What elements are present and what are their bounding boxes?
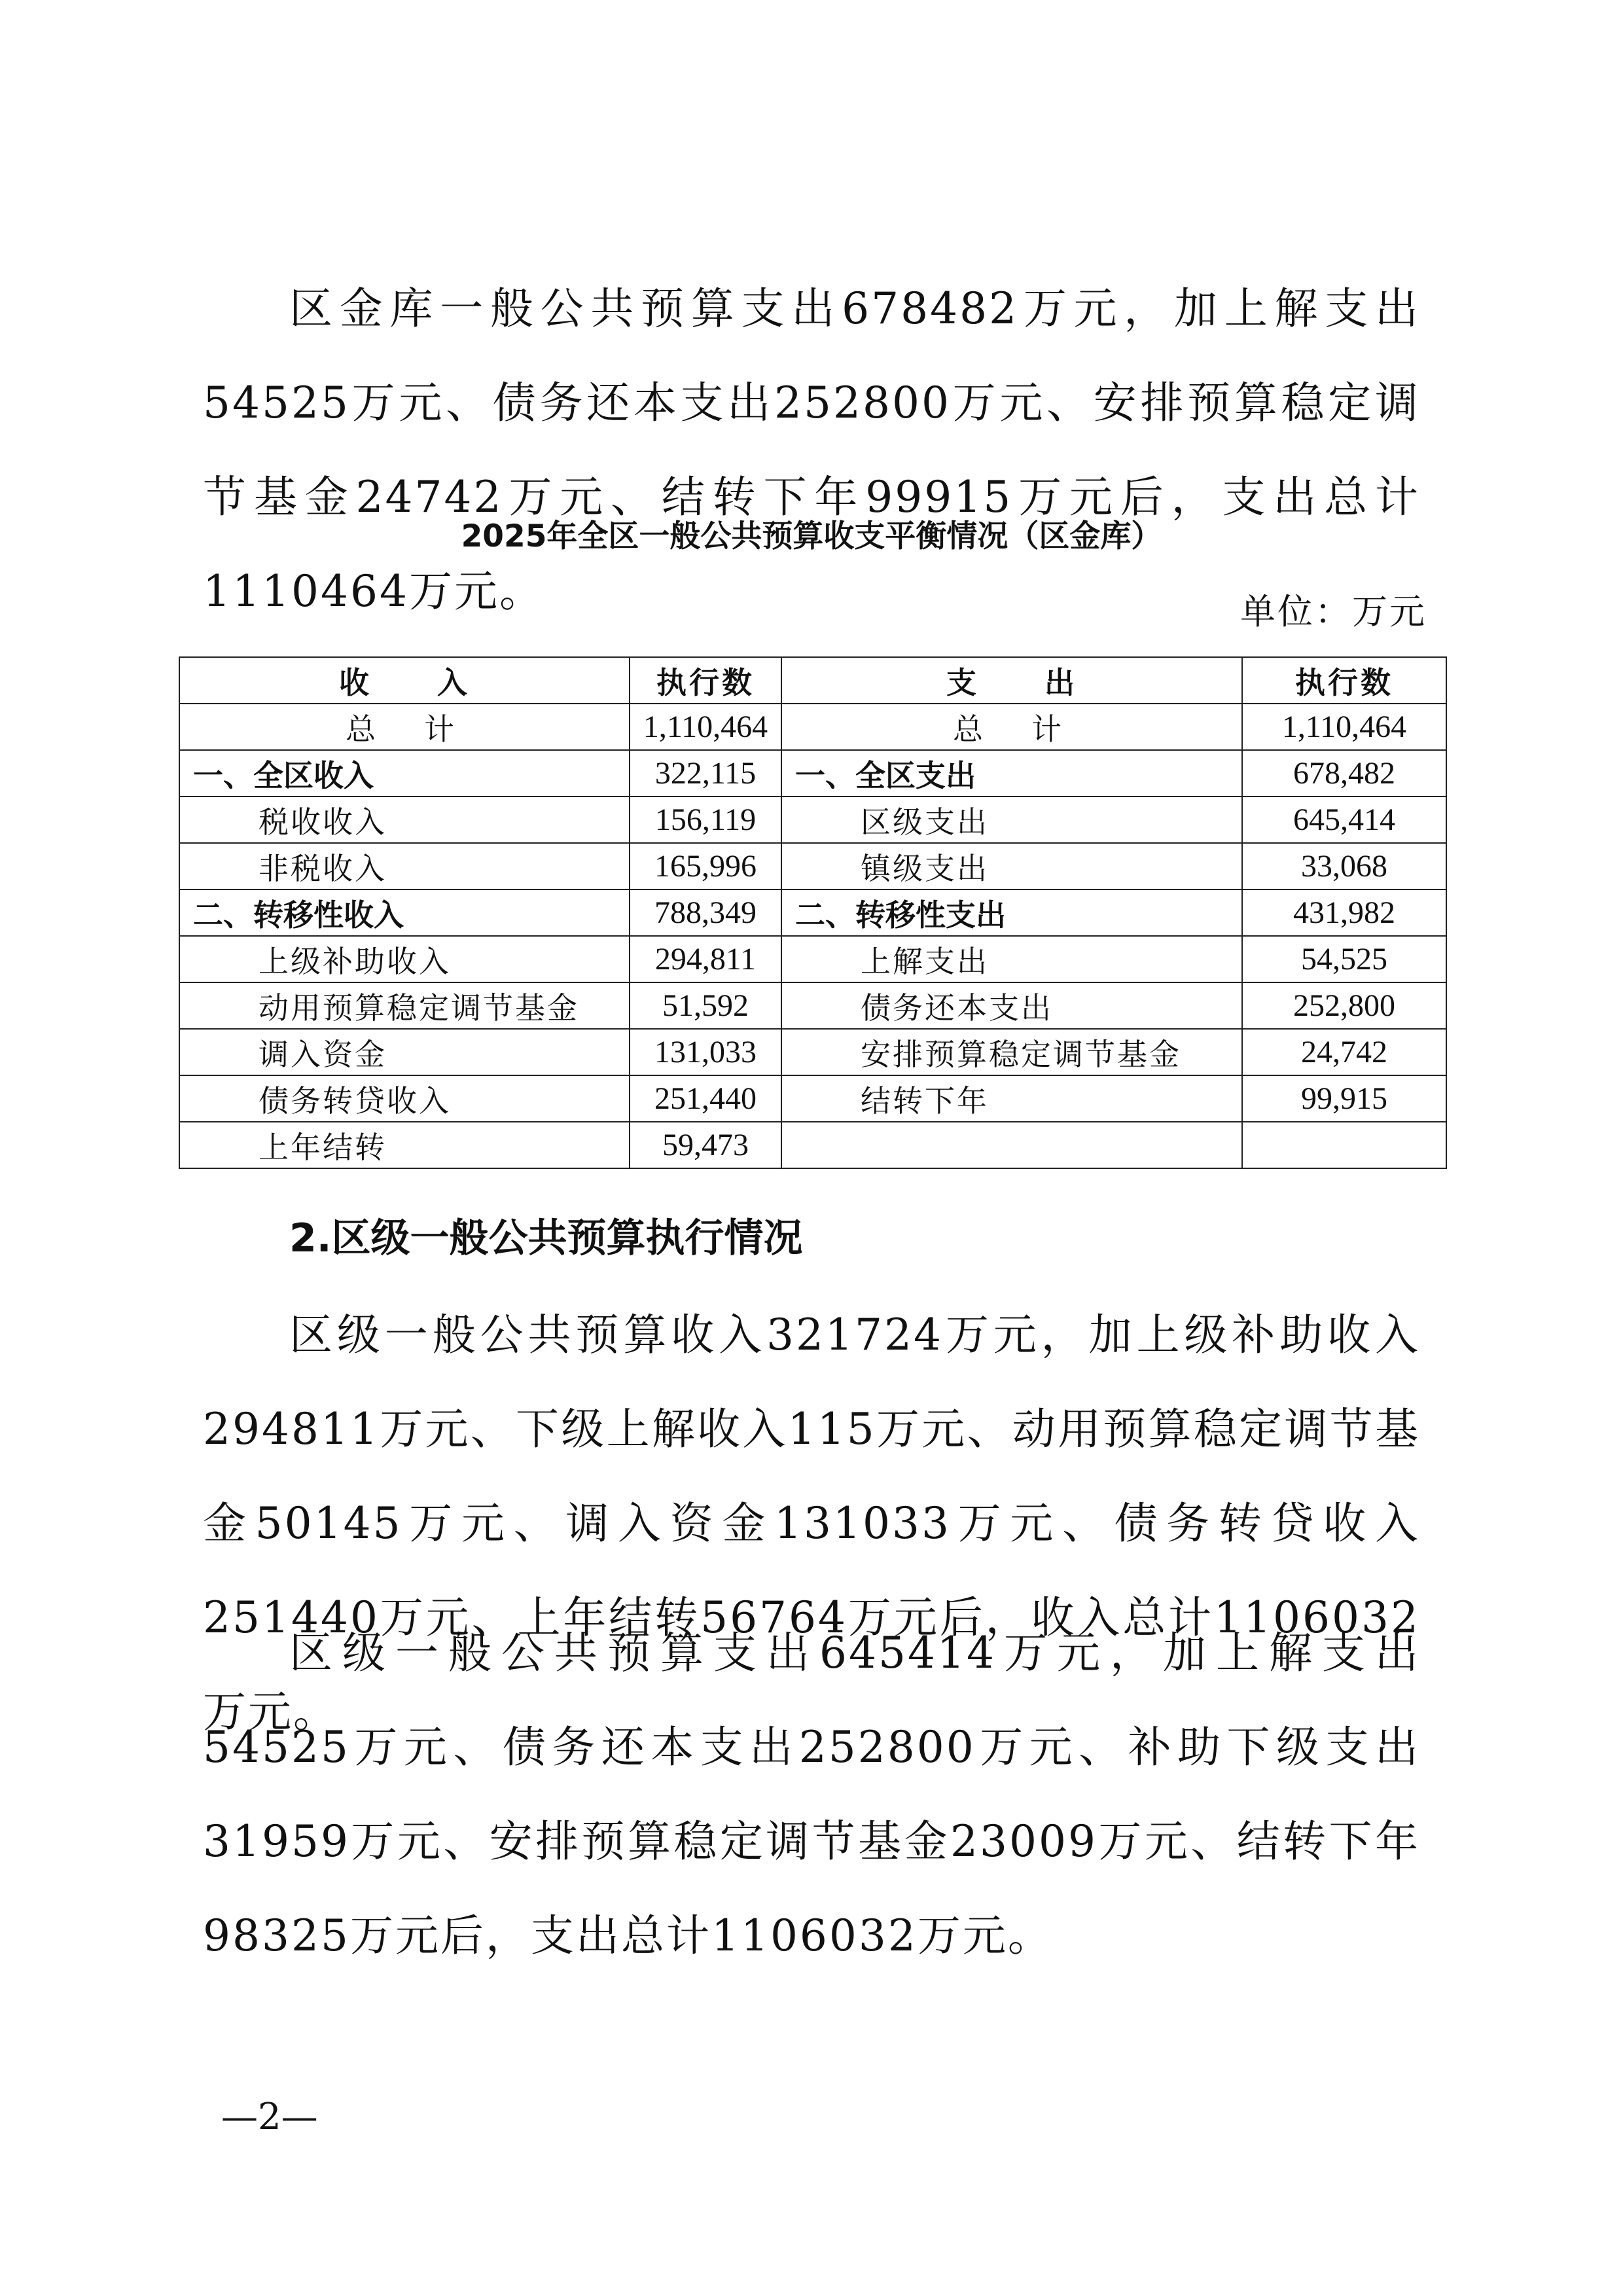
header-expense: 支 出	[781, 657, 1242, 704]
income-amount: 165,996	[630, 843, 781, 889]
budget-balance-table	[179, 656, 1447, 1169]
table-row	[179, 936, 1446, 982]
unit-label: 单位：万元	[1240, 591, 1427, 632]
header-income: 收 入	[179, 657, 630, 704]
table-row	[179, 1122, 1446, 1168]
header-income-amount: 执行数	[630, 657, 781, 704]
table-row-total	[179, 704, 1446, 750]
expense-amount	[1242, 1122, 1446, 1168]
expense-label: 债务还本支出	[781, 982, 1242, 1029]
income-label: 债务转贷收入	[179, 1075, 630, 1122]
expense-amount: 99,915	[1242, 1075, 1446, 1122]
table-row	[179, 889, 1446, 936]
table-row	[179, 1075, 1446, 1122]
income-amount: 156,119	[630, 797, 781, 843]
expense-amount: 252,800	[1242, 982, 1446, 1029]
income-amount: 131,033	[630, 1029, 781, 1075]
expense-amount: 431,982	[1242, 889, 1446, 936]
expense-amount: 24,742	[1242, 1029, 1446, 1075]
page-number: —2—	[221, 2096, 318, 2138]
expense-label: 上解支出	[781, 936, 1242, 982]
expense-amount: 54,525	[1242, 936, 1446, 982]
expense-amount: 1,110,464	[1242, 704, 1446, 750]
table-row	[179, 982, 1446, 1029]
income-amount: 322,115	[630, 750, 781, 797]
table-row	[179, 843, 1446, 889]
expense-label: 二、转移性支出	[781, 889, 1242, 936]
income-label: 上级补助收入	[179, 936, 630, 982]
income-amount: 1,110,464	[630, 704, 781, 750]
expense-label: 区级支出	[781, 797, 1242, 843]
table-row	[179, 797, 1446, 843]
expense-amount: 33,068	[1242, 843, 1446, 889]
expense-label: 安排预算稳定调节基金	[781, 1029, 1242, 1075]
table-row	[179, 750, 1446, 797]
paragraph-district-level-income: 区级一般公共预算收入321724万元，加上级补助收入294811万元、下级上解收入115万元、动用预算稳定调节基金50145万元、调入资金131033万元、债务转贷收入251440万元、上年结转56764万元后，收入总计1106032万元。	[203, 1310, 1420, 1737]
expense-label: 镇级支出	[781, 843, 1242, 889]
expense-label: 结转下年	[781, 1075, 1242, 1122]
income-label: 总 计	[179, 704, 630, 750]
expense-label: 一、全区支出	[781, 750, 1242, 797]
table-row	[179, 1029, 1446, 1075]
income-label: 一、全区收入	[179, 750, 630, 797]
section-heading: 2.区级一般公共预算执行情况	[289, 1215, 803, 1261]
table-header-row	[179, 657, 1446, 704]
income-label: 非税收入	[179, 843, 630, 889]
expense-label: 总 计	[781, 704, 1242, 750]
income-amount: 251,440	[630, 1075, 781, 1122]
expense-amount: 678,482	[1242, 750, 1446, 797]
table-title: 2025年全区一般公共预算收支平衡情况（区金库）	[461, 518, 1162, 554]
expense-label	[781, 1122, 1242, 1168]
paragraph-district-level-expenditure: 区级一般公共预算支出645414万元，加上解支出54525万元、债务还本支出252800万元、补助下级支出31959万元、安排预算稳定调节基金23009万元、结转下年98325万元后，支出总计1106032万元。	[203, 1628, 1420, 1961]
income-amount: 788,349	[630, 889, 781, 936]
income-amount: 294,811	[630, 936, 781, 982]
header-expense-amount: 执行数	[1242, 657, 1446, 704]
income-label: 税收收入	[179, 797, 630, 843]
income-label: 调入资金	[179, 1029, 630, 1075]
income-label: 动用预算稳定调节基金	[179, 982, 630, 1029]
income-amount: 59,473	[630, 1122, 781, 1168]
income-label: 二、转移性收入	[179, 889, 630, 936]
paragraph-district-treasury-expenditure: 区金库一般公共预算支出678482万元，加上解支出54525万元、债务还本支出252800万元、安排预算稳定调节基金24742万元、结转下年99915万元后，支出总计1110464万元。	[203, 283, 1420, 617]
expense-amount: 645,414	[1242, 797, 1446, 843]
income-amount: 51,592	[630, 982, 781, 1029]
income-label: 上年结转	[179, 1122, 630, 1168]
